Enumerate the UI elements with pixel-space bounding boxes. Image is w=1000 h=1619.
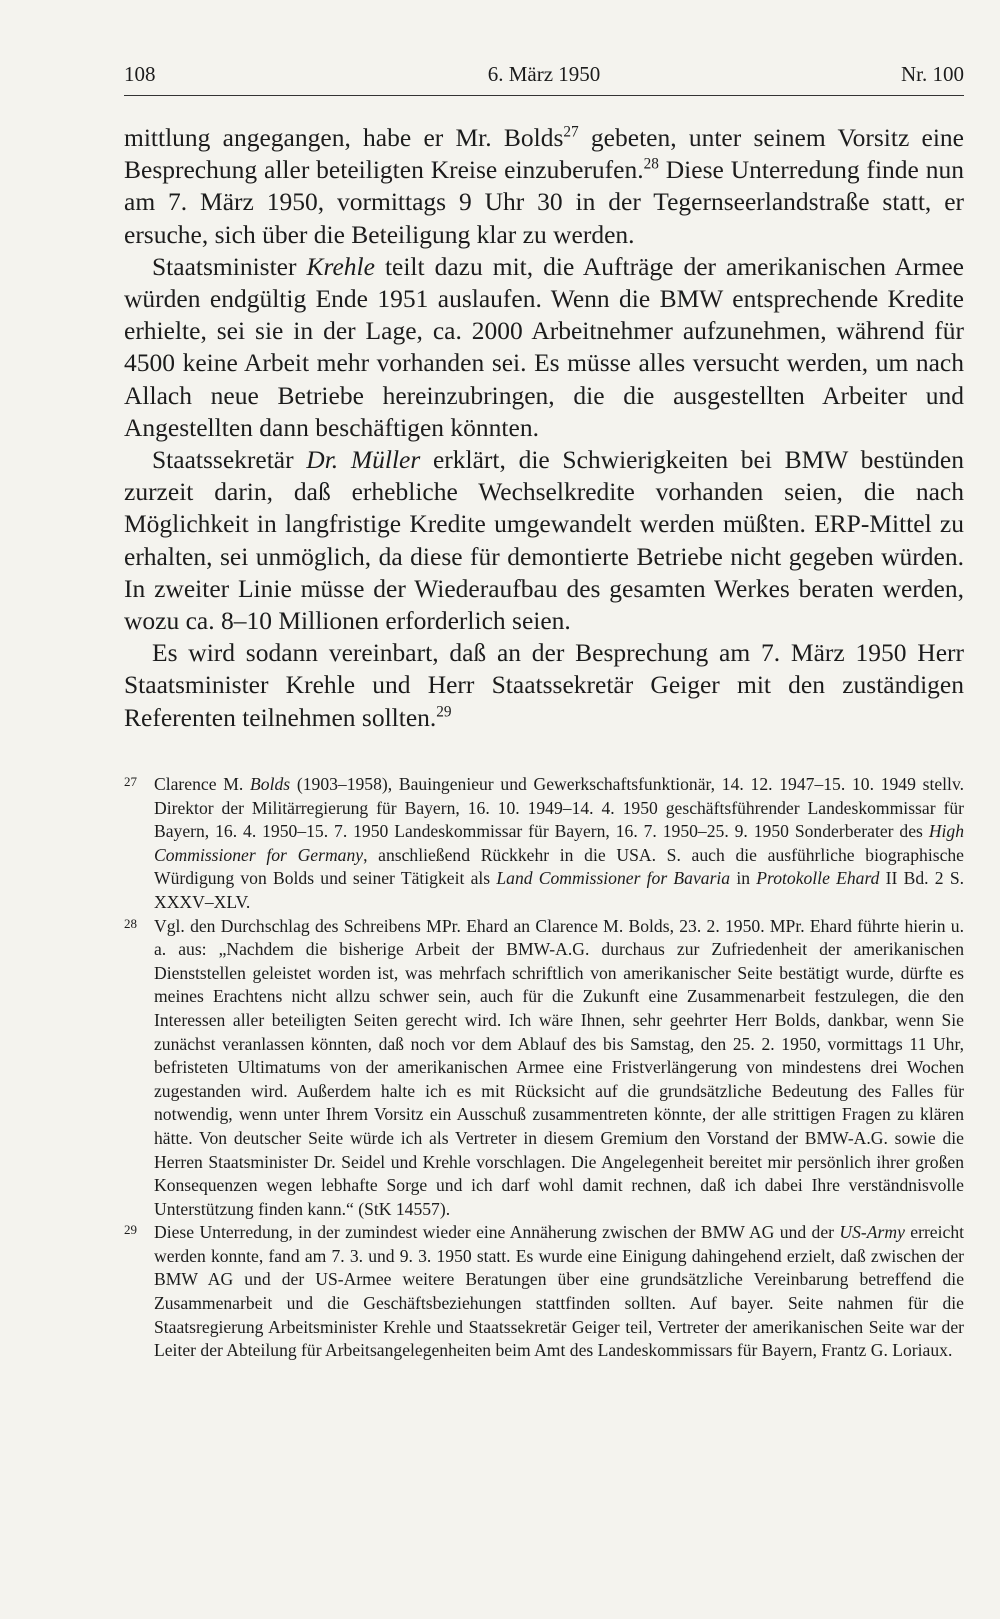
main-text (124, 122, 964, 734)
text-run: in (730, 868, 757, 889)
footnote-number: 27 (124, 774, 137, 789)
footnotes (124, 773, 964, 1363)
header-date: 6. März 1950 (487, 62, 601, 86)
italic-term: High Commissioner for Germany (154, 821, 964, 865)
paragraph-1 (124, 122, 964, 251)
footnote-number: 28 (124, 915, 137, 931)
text-run: erreicht werden konnte, fand am 7. 3. und 9. 3. 1950 statt. Es wurde eine Einigung dahingehend erzielt, daß zwischen der BMW AG und der US-Armee weitere Beratungen über eine grundsätzliche Vereinbarung betreffend die Zusammenarbeit und die Geschäftsbeziehungen stattfinden sollten. Auf bayer. Seite nahmen für die Staatsregierung Arbeitsminister Krehle und Staatssekretär Geiger teil, Vertreter der amerikanischen Seite war der Leiter der Abteilung für Arbeitsangelegenheiten beim Amt des Landeskommissars für Bayern, Frantz G. Loriaux. (154, 1222, 965, 1361)
text-run: gebeten, unter seinem Vorsitz eine Besprechung aller beteiligten Kreise einzuberufen. (124, 123, 964, 185)
footnote-28 (124, 915, 964, 1222)
text-run: Clarence M. (154, 774, 251, 794)
paragraph-3 (124, 444, 964, 637)
speaker-name: Dr. Müller (306, 445, 421, 475)
header-rule (124, 95, 964, 96)
paragraph-4 (124, 637, 964, 734)
text-run: teilt dazu mit, die Aufträge der amerikanischen Armee würden endgültig Ende 1951 auslaufen. Wenn die BMW entsprechende Kredite erhielte, sei sie in der Lage, ca. 2000 Arbeitnehmer aufzunehmen, während für 4500 keine Arbeit mehr vorhanden sei. Es müsse alles versucht werden, um nach Allach neue Betriebe hereinzubringen, die die ausgestellten Arbeiter und Angestellten dann beschäftigen könnten. (124, 251, 964, 442)
italic-term: Land Commissioner for Bavaria (496, 868, 731, 889)
page-number: 108 (124, 62, 156, 86)
running-header (124, 58, 964, 92)
speaker-name: Krehle (306, 251, 375, 281)
footnote-29 (124, 1221, 964, 1363)
italic-term: Protokolle Ehard (756, 868, 880, 889)
person-name: Bolds (250, 774, 291, 794)
footnote-ref-29: 29 (436, 703, 452, 721)
footnote-27 (124, 773, 964, 915)
text-run: Staatsminister (152, 251, 307, 281)
footnote-ref-27: 27 (563, 123, 579, 141)
footnote-ref-28: 28 (643, 155, 659, 173)
italic-term: US-Army (839, 1222, 905, 1243)
paragraph-2 (124, 251, 964, 444)
text-run: Staatssekretär (152, 445, 307, 475)
footnote-number: 29 (124, 1222, 137, 1238)
text-run: (1903–1958), Bauingenieur und Gewerkschaftsfunktionär, 14. 12. 1947–15. 10. 1949 stellv. Direktor der Militärregierung für Bayern, 16. 10. 1949–14. 4. 1950 geschäftsführender Landeskommissar für Bayern, 16. 4. 1950–15. 7. 1950 Landeskommissar für Bayern, 16. 7. 1950–25. 9. 1950 Sonderberater des (154, 774, 965, 842)
text-run: II Bd. 2 S. XXXV–XLV. (154, 868, 965, 912)
text-run: , anschließend Rückkehr in die USA. S. auch die ausführliche biographische Würdigung von Bolds und seiner Tätigkeit als (154, 844, 964, 889)
text-run: Vgl. den Durchschlag des Schreibens MPr. Ehard an Clarence M. Bolds, 23. 2. 1950. MPr. Ehard führte hierin u. a. aus: „Nachdem die bisherige Arbeit der BMW-A.G. durchaus zur Zufriedenheit der amerikanischen Dienststellen geleistet worden ist, was mehrfach schriftlich von amerikanischer Seite bestätigt wurde, dürfte es meines Erachtens nicht allzu schwer sein, auch für die Zukunft eine Zusammenarbeit festzulegen, die den Interessen aller beteiligten Seiten gerecht wird. Ich wäre Ihnen, sehr geehrter Herr Bolds, dankbar, wenn Sie zunächst veranlassen könnten, daß noch vor dem Ablauf des bis Samstag, den 25. 2. 1950, vormittags 11 Uhr, befristeten Ultimatums von der amerikanischen Armee eine Fristverlängerung von mindestens drei Wochen zugestanden wird. Außerdem halte ich es mit Rücksicht auf die grundsätzliche Bedeutung des Falles für notwendig, wenn unter Ihrem Vorsitz ein Ausschuß zusammentreten könnte, der alle strittigen Fragen zu klären hätte. Von deutscher Seite würde ich als Vertreter in diesem Gremium den Vorstand der BMW-A.G. sowie die Herren Staatsminister Dr. Seidel und Krehle vorschlagen. Die Angelegenheit bereitet mir persönlich ihrer großen Konsequenzen wegen lebhafte Sorge und ich darf wohl damit rechnen, daß ich dabei Ihre verständnisvolle Unterstützung finden kann.“ (StK 14557). (154, 915, 964, 1219)
text-run: Diese Unterredung, in der zumindest wieder eine Annäherung zwischen der BMW AG und der (154, 1222, 840, 1243)
text-run: Es wird sodann vereinbart, daß an der Besprechung am 7. März 1950 Herr Staatsminister Krehle und Herr Staatssekretär Geiger mit den zuständigen Referenten teilnehmen sollten. (124, 638, 964, 732)
issue-number: Nr. 100 (901, 62, 964, 86)
text-run: Diese Unterredung finde nun am 7. März 1950, vormittags 9 Uhr 30 in der Tegernseerlandstraße statt, er ersuche, sich über die Beteiligung klar zu werden. (124, 155, 964, 249)
text-run: mittlung angegangen, habe er Mr. Bolds (124, 123, 564, 152)
text-run: erklärt, die Schwierigkeiten bei BMW bestünden zurzeit darin, daß erhebliche Wechselkredite vorhanden seien, die nach Möglichkeit in langfristige Kredite umgewandelt werden müßten. ERP-Mittel zu erhalten, sei unmöglich, da diese für demontierte Betriebe nicht gegeben würden. In zweiter Linie müsse der Wiederaufbau des gesamten Werkes beraten werden, wozu ca. 8–10 Millionen erforderlich seien. (124, 445, 964, 636)
